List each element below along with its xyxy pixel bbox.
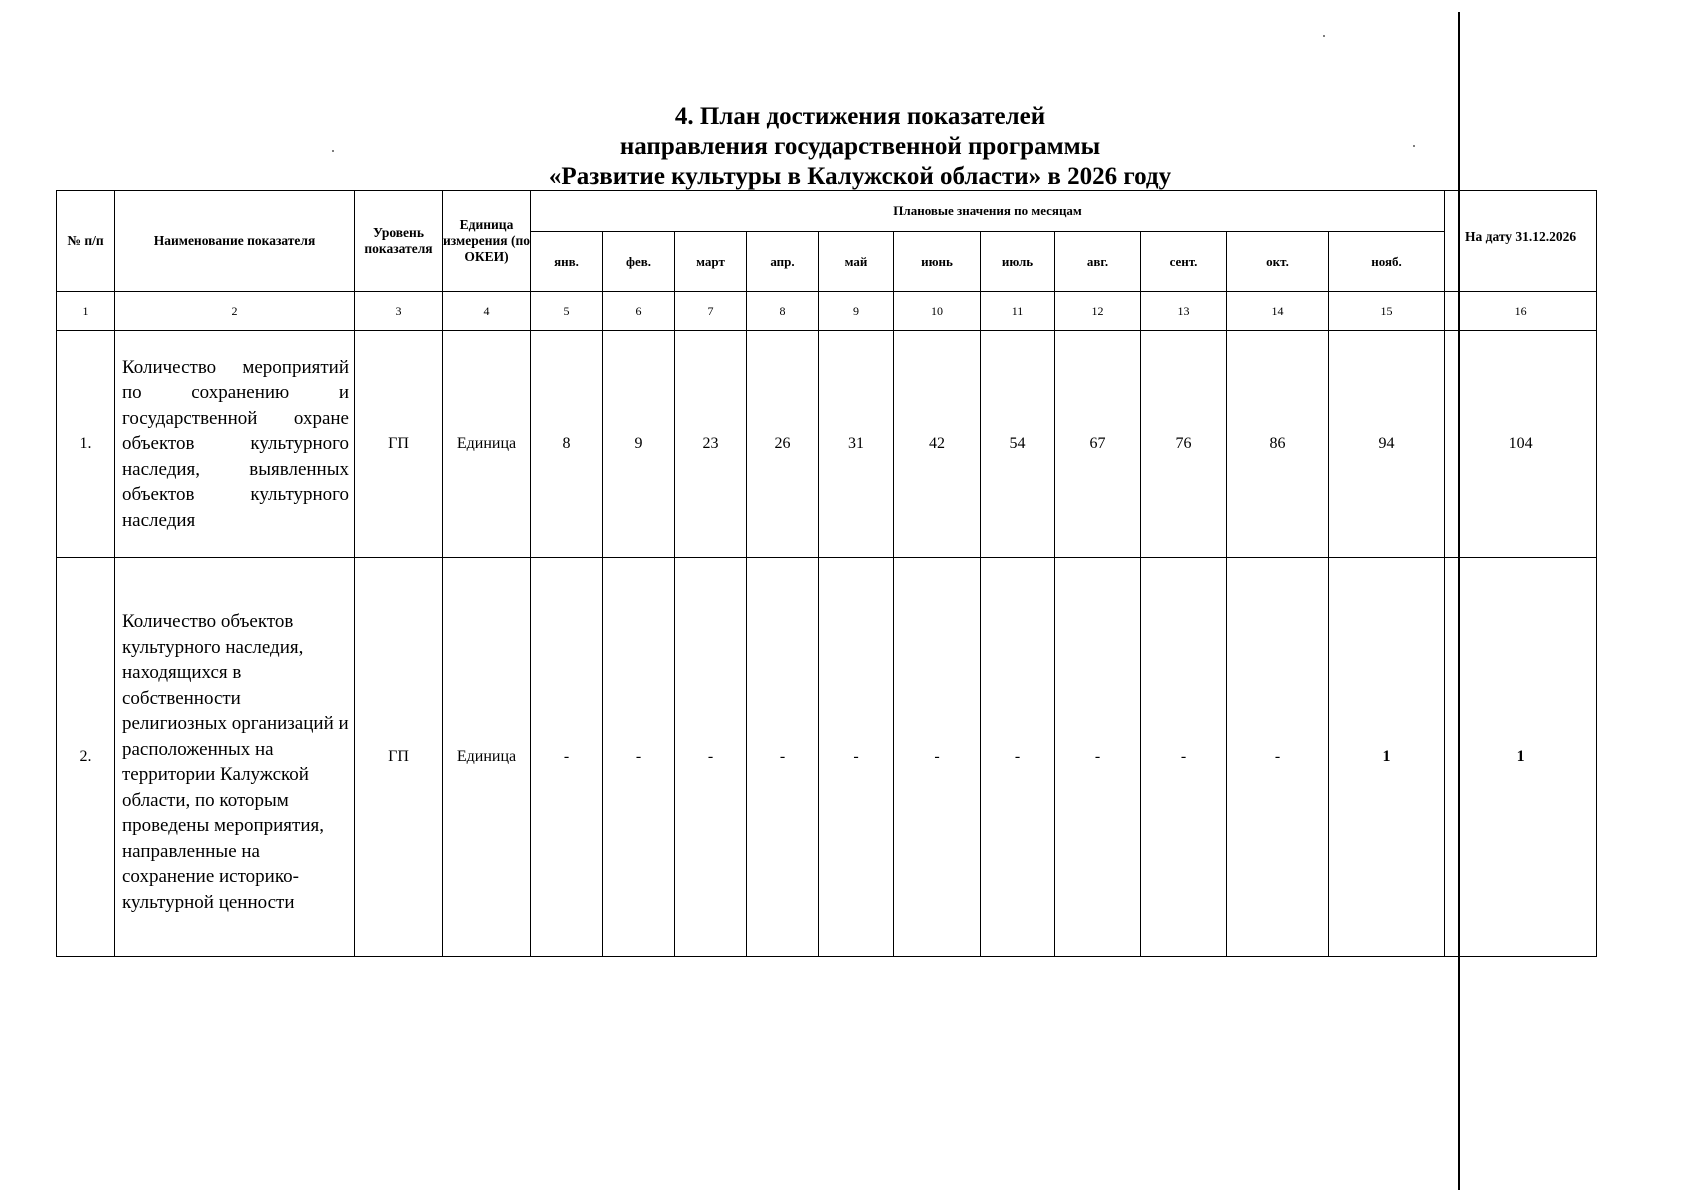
column-number: 12: [1055, 292, 1141, 331]
scan-speck: [1413, 145, 1415, 147]
header-row-top: [57, 191, 1597, 232]
header-name: Наименование показателя: [115, 191, 355, 292]
row-indicator-name: Количество мероприятий по сохранению и государственной охране объектов культурного наследия, выявленных объектов культурного наследия: [115, 331, 355, 558]
row-value-jan: -: [531, 558, 603, 957]
row-value-jun: -: [894, 558, 981, 957]
row-value-mar: 23: [675, 331, 747, 558]
column-number: 14: [1227, 292, 1329, 331]
row-value-may: -: [819, 558, 894, 957]
header-num: № п/п: [57, 191, 115, 292]
row-value-apr: 26: [747, 331, 819, 558]
header-month: окт.: [1227, 232, 1329, 292]
row-num: 1.: [57, 331, 115, 558]
column-number: 10: [894, 292, 981, 331]
column-number: 2: [115, 292, 355, 331]
header-level: Уровень показателя: [355, 191, 443, 292]
header-month: май: [819, 232, 894, 292]
header-monthly: Плановые значения по месяцам: [531, 191, 1445, 232]
title-line-1: 4. План достижения показателей: [674, 103, 1046, 130]
row-unit: Единица: [443, 558, 531, 957]
title-line-3: «Развитие культуры в Калужской области» в 2026 году: [548, 163, 1172, 190]
row-value-sep: 76: [1141, 331, 1227, 558]
header-month: июль: [981, 232, 1055, 292]
row-level: ГП: [355, 558, 443, 957]
column-number: 9: [819, 292, 894, 331]
row-unit: Единица: [443, 331, 531, 558]
row-level: ГП: [355, 331, 443, 558]
column-numbers-row: [57, 292, 1597, 331]
column-number: 1: [57, 292, 115, 331]
row-value-aug: -: [1055, 558, 1141, 957]
header-month: фев.: [603, 232, 675, 292]
row-value-jan: 8: [531, 331, 603, 558]
table-row: [57, 558, 1597, 957]
row-value-may: 31: [819, 331, 894, 558]
indicators-plan-table: [56, 190, 1597, 957]
column-number: 5: [531, 292, 603, 331]
row-value-sep: -: [1141, 558, 1227, 957]
row-value-jun: 42: [894, 331, 981, 558]
column-number: 3: [355, 292, 443, 331]
row-value-feb: -: [603, 558, 675, 957]
column-number: 7: [675, 292, 747, 331]
row-indicator-name: Количество объектов культурного наследия, находящихся в собственности религиозных организаций и расположенных на территории Калужской области, по которым проведены мероприятия, направленные на сохранение историко-культурной ценности: [115, 558, 355, 957]
header-month: апр.: [747, 232, 819, 292]
row-value-aug: 67: [1055, 331, 1141, 558]
header-month: март: [675, 232, 747, 292]
row-value-jul: 54: [981, 331, 1055, 558]
column-number: 13: [1141, 292, 1227, 331]
scan-speck: [332, 150, 334, 152]
row-value-oct: 86: [1227, 331, 1329, 558]
row-value-apr: -: [747, 558, 819, 957]
column-number: 6: [603, 292, 675, 331]
row-value-nov: 1: [1329, 558, 1445, 957]
table-row: [57, 331, 1597, 558]
row-value-nov: 94: [1329, 331, 1445, 558]
column-number: 11: [981, 292, 1055, 331]
row-value-jul: -: [981, 558, 1055, 957]
header-month: июнь: [894, 232, 981, 292]
column-number: 15: [1329, 292, 1445, 331]
header-month: янв.: [531, 232, 603, 292]
document-title: [460, 102, 1260, 192]
column-number: 8: [747, 292, 819, 331]
scan-speck: [1323, 35, 1325, 37]
title-line-2: направления государственной программы: [619, 133, 1101, 160]
header-month: авг.: [1055, 232, 1141, 292]
row-num: 2.: [57, 558, 115, 957]
row-value-feb: 9: [603, 331, 675, 558]
header-month: сент.: [1141, 232, 1227, 292]
header-final: На дату 31.12.2026: [1445, 191, 1597, 292]
row-value-mar: -: [675, 558, 747, 957]
row-value-final: 1: [1445, 558, 1597, 957]
header-month: нояб.: [1329, 232, 1445, 292]
column-number: 4: [443, 292, 531, 331]
row-value-oct: -: [1227, 558, 1329, 957]
row-value-final: 104: [1445, 331, 1597, 558]
header-unit: Единица измерения (по ОКЕИ): [443, 191, 531, 292]
column-number: 16: [1445, 292, 1597, 331]
